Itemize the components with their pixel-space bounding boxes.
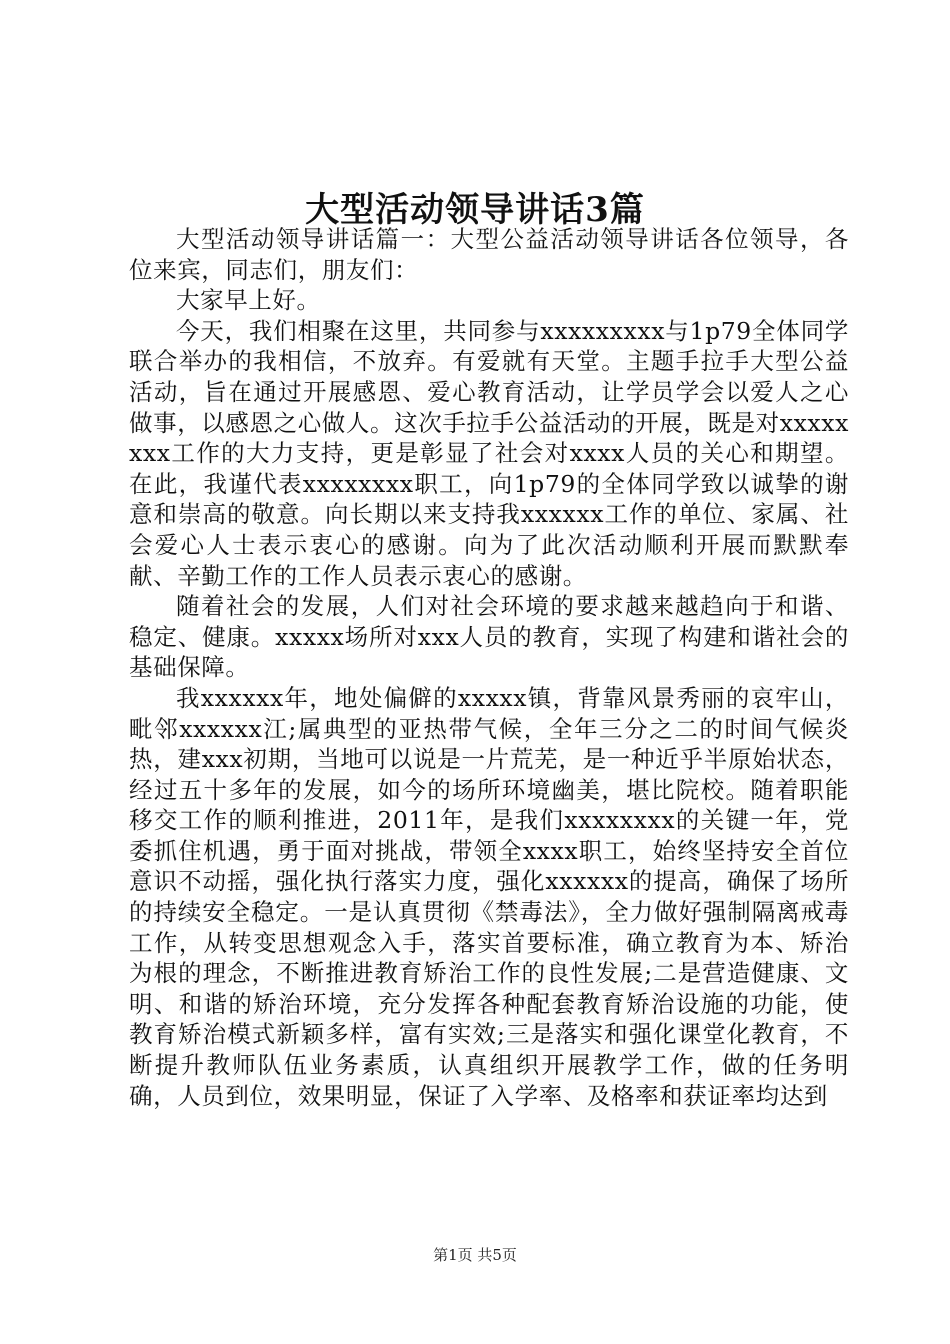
paragraph: 大型活动领导讲话篇一：大型公益活动领导讲话各位领导，各位来宾，同志们，朋友们：: [129, 225, 849, 284]
paragraph: 大家早上好。: [176, 286, 321, 315]
document-body: [129, 224, 849, 1111]
paragraph: 我xxxxxx年，地处偏僻的xxxxx镇，背靠风景秀丽的哀牢山，毗邻xxxxxx江;属典型的亚热带气候，全年三分之二的时间气候炎热，建xxx初期，当地可以说是一片荒芜，是一种近乎半原始状态，经过五十多年的发展，如今的场所环境幽美，堪比院校。随着职能移交工作的顺利推进，2011年，是我们xxxxxxxx的关键一年，党委抓住机遇，勇于面对挑战，带领全xxxx职工，始终坚持安全首位意识不动摇，强化执行落实力度，强化xxxxxx的提高，确保了场所的持续安全稳定。一是认真贯彻《禁毒法》，全力做好强制隔离戒毒工作，从转变思想观念入手，落实首要标准，确立教育为本、矫治为根的理念，不断推进教育矫治工作的良性发展;二是营造健康、文明、和谐的矫治环境，充分发挥各种配套教育矫治设施的功能，使教育矫治模式新颖多样，富有实效;三是落实和强化课堂化教育，不断提升教师队伍业务素质，认真组织开展教学工作，做的任务明确，人员到位，效果明显，保证了入学率、及格率和获证率均达到: [129, 683, 849, 1110]
paragraph: 随着社会的发展，人们对社会环境的要求越来越趋向于和谐、稳定、健康。xxxxx场所对xxx人员的教育，实现了构建和谐社会的基础保障。: [129, 592, 849, 682]
document-title: 大型活动领导讲话3篇: [305, 190, 645, 230]
paragraph: 今天，我们相聚在这里，共同参与xxxxxxxxx与1p79全体同学联合举办的我相信，不放弃。有爱就有天堂。主题手拉手大型公益活动，旨在通过开展感恩、爱心教育活动，让学员学会以爱人之心做事，以感恩之心做人。这次手拉手公益活动的开展，既是对xxxxxxxx工作的大力支持，更是彰显了社会对xxxx人员的关心和期望。在此，我谨代表xxxxxxxx职工，向1p79的全体同学致以诚挚的谢意和崇高的敬意。向长期以来支持我xxxxxx工作的单位、家属、社会爱心人士表示衷心的感谢。向为了此次活动顺利开展而默默奉献、辛勤工作的工作人员表示衷心的感谢。: [129, 316, 849, 590]
page-footer: 第1页 共5页: [433, 1246, 517, 1264]
